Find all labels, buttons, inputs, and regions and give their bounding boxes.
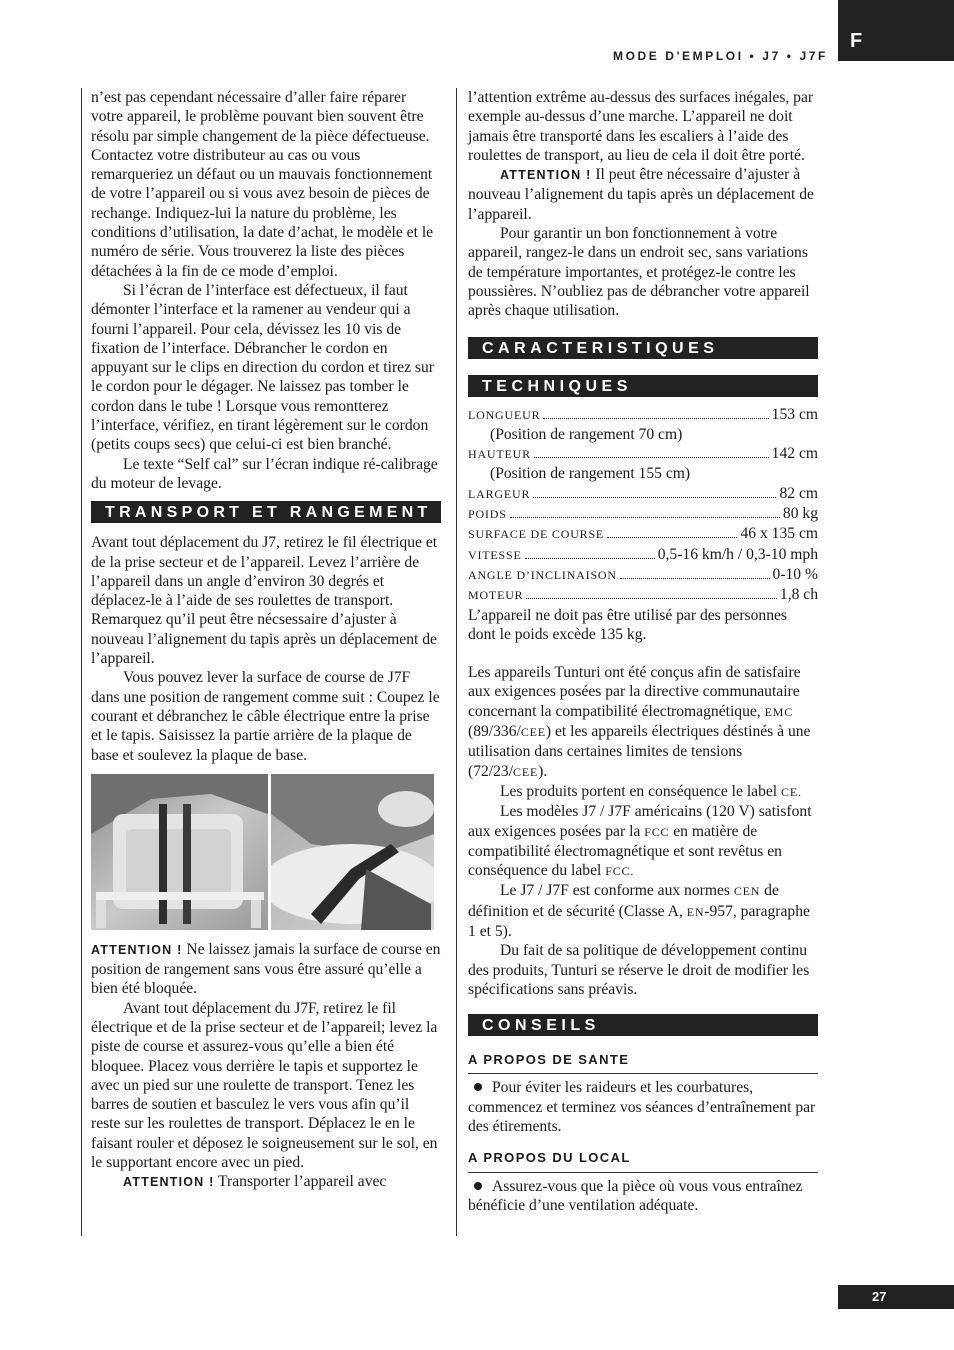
paragraph — [468, 663, 818, 782]
attention-text: Il peut être nécessaire d’ajuster à nouveau l’alignement du tapis après un déplacement de l’appareil. — [468, 166, 814, 223]
photo-row — [91, 774, 441, 930]
leader-dots — [525, 557, 655, 559]
leader-dots — [620, 577, 770, 579]
spec-label: MOTEUR — [468, 588, 524, 603]
bullet-text: Pour éviter les raideurs et les courbatures, commencez et terminez vos séances d’entraînement par des étirements. — [468, 1079, 816, 1136]
spec-row — [468, 524, 818, 544]
bullet-paragraph — [468, 1078, 818, 1136]
subheading-local: A PROPOS DU LOCAL — [468, 1148, 818, 1172]
spec-row — [468, 504, 818, 524]
text: EN — [686, 904, 705, 919]
spec-row — [468, 545, 818, 565]
text: Les appareils Tunturi ont été conçus afin de satisfaire aux exigences posées par la directive communautaire concernant la compatibilité électromagnétique, — [468, 664, 801, 720]
leader-dots — [543, 417, 768, 419]
text: Les produits portent en conséquence le label — [500, 782, 782, 800]
attention-paragraph — [91, 940, 441, 999]
paragraph: Du fait de sa politique de développement continu des produits, Tunturi se réserve le droit de modifier les spécifications sans préavis. — [468, 942, 810, 998]
text: CE. — [781, 784, 802, 799]
text: EMC — [764, 704, 793, 719]
spec-row — [468, 405, 818, 425]
text: Le J7 / J7F est conforme aux normes — [500, 882, 734, 900]
section-heading-techniques: TECHNIQUES — [468, 375, 818, 397]
spec-row — [468, 484, 818, 504]
attention-text: Transporter l’appareil avec — [214, 1173, 387, 1191]
bullet-paragraph — [468, 1177, 818, 1216]
attention-label: ATTENTION ! — [500, 168, 592, 183]
text: en matière de compatibilité électromagnétique et sont revêtus en conséquence du label — [468, 822, 782, 880]
spec-label: HAUTEUR — [468, 447, 531, 462]
leader-dots — [533, 496, 776, 498]
spec-table — [468, 405, 818, 606]
left-column-rule — [81, 88, 82, 1236]
spec-label: LARGEUR — [468, 486, 531, 501]
spec-value: 142 cm — [771, 445, 818, 463]
page-number: 27 — [838, 1285, 954, 1309]
spec-value: 153 cm — [771, 405, 818, 423]
left-column — [91, 88, 441, 1193]
paragraph: Avant tout déplacement du J7F, retirez le fil électrique et de la prise secteur et de l’appareil; levez la piste de course et assurez-vous qu’elle a bien été bloquee. Placez vous derrière le tapis et supportez le avec un pied sur une roulette de transport. Tenez les barres de soutien et basculez le vers vous afin qu’il reste sur les roulettes de transport. Déplacez le en le faisant rouler et déposez le soigneusement sur le sol, en le supportant encore avec un pied. — [91, 999, 438, 1172]
text: CEN — [733, 884, 761, 899]
section-heading-transport: TRANSPORT ET RANGEMENT — [91, 501, 441, 523]
spec-label: VITESSE — [468, 547, 522, 562]
text: de définition et de sécurité (Classe A, — [468, 882, 779, 920]
paragraph — [468, 802, 818, 881]
bullet-icon — [474, 1182, 482, 1190]
spec-note: (Position de rangement 155 cm) — [490, 465, 691, 483]
photo-lifting-arm — [271, 774, 434, 930]
photo-base-plate-image — [91, 774, 268, 930]
spec-value: 82 cm — [779, 484, 818, 502]
spec-value: 0,5-16 km/h / 0,3-10 mph — [657, 545, 818, 563]
paragraph: n’est pas cependant nécessaire d’aller faire réparer votre appareil, le problème pouvant bien souvent être résolu par simple changement de la pièce défectueuse. Contactez votre distributeur au cas ou vous remarqueriez un défaut ou un mauvais fonctionnement de votre l’appareil ou si vous avez besoin de pièces de rechange. Indiquez-lui la nature du problème, les conditions d’utilisation, la date d’achat, le modèle et le numéro de série. Vous trouverez la liste des pièces détachées à la fin de ce mode d’emploi. — [91, 89, 434, 280]
text: FCC. — [605, 864, 635, 879]
spec-label: LONGUEUR — [468, 407, 541, 422]
paragraph — [468, 881, 818, 941]
paragraph: L’appareil ne doit pas être utilisé par des personnes dont le poids excède 135 kg. — [468, 606, 787, 643]
middle-column-rule — [456, 88, 457, 1236]
subheading-sante: A PROPOS DE SANTE — [468, 1050, 818, 1074]
spec-label: SURFACE DE COURSE — [468, 527, 605, 542]
spec-row — [468, 444, 818, 464]
attention-text: Ne laissez jamais la surface de course en position de rangement sans vous être assuré qu’elle a bien été bloquée. — [91, 940, 441, 998]
language-tab: F — [838, 0, 954, 61]
text: CEE — [513, 764, 539, 779]
spec-note: (Position de rangement 70 cm) — [490, 425, 683, 443]
spec-value: 0-10 % — [772, 565, 818, 583]
text: (89/336/ — [468, 723, 521, 741]
text: CEE — [520, 725, 546, 740]
section-heading-conseils: CONSEILS — [468, 1014, 818, 1036]
attention-paragraph — [468, 165, 818, 224]
bullet-icon — [474, 1083, 482, 1091]
right-column — [468, 88, 818, 1215]
attention-label: ATTENTION ! — [123, 1175, 215, 1190]
spec-row — [468, 565, 818, 585]
text: -957, paragraphe 1 et 5). — [468, 902, 810, 940]
bullet-text: Assurez-vous que la pièce où vous vous entraînez bénéficie d’une ventilation adéquate. — [468, 1177, 803, 1214]
paragraph: Pour garantir un bon fonctionnement à votre appareil, rangez-le dans un endroit sec, sans variations de température importantes, et protégez-le contre les poussières. N’oubliez pas de débrancher votre appareil après chaque utilisation. — [468, 225, 810, 320]
photo-base-plate — [91, 774, 268, 930]
running-head: MODE D'EMPLOI • J7 • J7F — [612, 49, 828, 63]
paragraph — [468, 782, 818, 802]
leader-dots — [526, 597, 776, 599]
text: FCC — [644, 824, 670, 839]
photo-lifting-arm-image — [271, 774, 434, 930]
attention-label: ATTENTION ! — [91, 942, 183, 957]
spec-row — [468, 585, 818, 605]
paragraph: Si l’écran de l’interface est défectueux, il faut démonter l’interface et la ramener au vendeur qui a fourni l’appareil. Pour cela, dévissez les 10 vis de fixation de l’interface. Débrancher le cordon en appuyant sur le clips en direction du cordon et tirez sur le cordon pour le dégager. Ne laissez pas tomber le cordon dans le tube ! Lorsque vous remontterez l’interface, vérifiez, en tirant légèrement sur le cordon (petits coups secs) que celui-ci est bien branché. — [91, 281, 434, 454]
leader-dots — [607, 536, 737, 538]
paragraph: Avant tout déplacement du J7, retirez le fil électrique et de la prise secteur et de l’appareil. Levez l’arrière de l’appareil dans un angle d’environ 30 degrés et déplacez-le à l’aide de ses roulettes de transport. Remarquez qu’il peut être nécsessaire d’ajuster à nouveau l’alignement du tapis après un déplacement de l’appareil. — [91, 534, 438, 668]
text: Les modèles J7 / J7F américains (120 V) satisfont aux exigences posées par la — [468, 803, 812, 840]
text: ) et les appareils électriques déstinés à une utilisation dans certaines limites de tensions (72/23/ — [468, 723, 811, 780]
leader-dots — [510, 516, 780, 518]
paragraph: Le texte “Self cal” sur l’écran indique ré-calibrage du moteur de levage. — [91, 455, 438, 492]
spec-label: ANGLE D’INCLINAISON — [468, 567, 617, 582]
spec-value: 1,8 ch — [779, 586, 818, 604]
paragraph: l’attention extrême au-dessus des surfaces inégales, par exemple au-dessus d’une marche. L’appareil ne doit jamais être transporté dans les escaliers à l’aide des roulettes de transport, au lieu de cela il doit être porté. — [468, 89, 814, 164]
spec-value: 46 x 135 cm — [740, 525, 818, 543]
spec-label: POIDS — [468, 507, 507, 522]
attention-paragraph — [91, 1172, 441, 1192]
section-heading-caracteristiques: CARACTERISTIQUES — [468, 337, 818, 359]
leader-dots — [534, 456, 769, 458]
text: ). — [538, 762, 548, 780]
spec-value: 80 kg — [782, 505, 818, 523]
paragraph: Vous pouvez lever la surface de course de J7F dans une position de rangement comme suit : Coupez le courant et débranchez le câble électrique entre la prise et le tapis. Saisissez la partie arrière de la plaque de base et soulevez la plaque de base. — [91, 669, 440, 764]
